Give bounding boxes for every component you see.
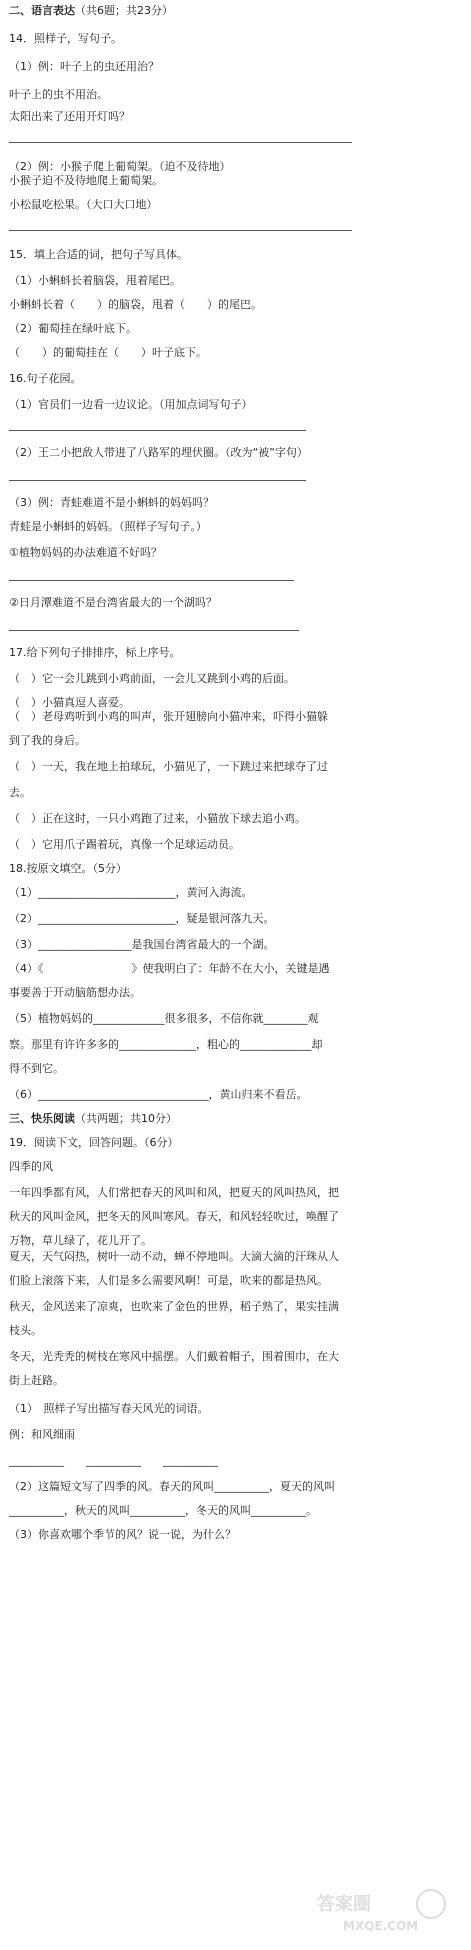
q18-fill1: （1）_________________________，黄河入海流。 — [9, 886, 253, 899]
watermark-logo — [313, 1886, 463, 1936]
q14-p1-answer: 叶子上的虫不用治。 — [9, 88, 108, 101]
q15-title: 15．填上合适的词，把句子写具体。 — [9, 248, 188, 261]
q14-p1-task: 太阳出来了还用开灯吗？ — [9, 110, 130, 123]
q19-para4-line1: 冬天，光秃秃的树枝在寒风中摇摆。人们戴着帽子，围着围巾，在大 — [9, 1350, 339, 1363]
q14-title: 14．照样子，写句子。 — [9, 32, 122, 45]
q15-p2-fill: （ ）的葡萄挂在（ ）叶子底下。 — [9, 346, 207, 359]
q16-p2: （2）王二小把敌人带进了八路军的埋伏圈。（改为“被”字句） — [9, 446, 308, 459]
q19-para2-line2: 们脸上滚落下来，人们是多么需要风啊！可是，吹来的都是热风。 — [9, 1274, 328, 1287]
q19-sub1-blanks: __________ __________ __________ — [9, 1454, 218, 1467]
q17-line4-cont: 去。 — [9, 786, 31, 799]
q14-p1-example: （1）例：叶子上的虫还用治？ — [9, 60, 159, 73]
q19-sub1-example: 例：和风细雨 — [9, 1428, 75, 1441]
q17-line4: （ ）一天，我在地上拍球玩，小猫见了，一下跳过来把球夺了过 — [9, 760, 328, 773]
q18-fill4: （4）《 》使我明白了：年龄不在大小，关键是遇 — [9, 962, 330, 975]
q16-p1: （1）官员们一边看一边议论。（用加点词写句子） — [9, 398, 253, 411]
q19-passage-title: 四季的风 — [9, 1160, 53, 1173]
q16-p3-a: ①植物妈妈的办法难道不好吗？ — [9, 546, 162, 559]
q16-title: 16.句子花园。 — [9, 372, 82, 385]
q18-fill2: （2）_________________________，疑是银河落九天。 — [9, 912, 275, 925]
q17-line5: （ ）正在这时，一只小鸡跑了过来，小猫放下球去追小鸡。 — [9, 812, 306, 825]
q14-p2-task: 小松鼠吃松果。（大口大口地） — [9, 198, 158, 211]
answer-line — [9, 142, 352, 143]
q14-p2-example: （2）例：小猴子爬上葡萄架。（迫不及待地） — [9, 160, 231, 173]
q17-line3-cont: 到了我的身后。 — [9, 734, 86, 747]
q19-para1-line2: 秋天的风叫金风，把冬天的风叫寒风。春天，和风轻轻吹过，唤醒了 — [9, 1210, 339, 1223]
q14-p2-answer: 小猴子迫不及待地爬上葡萄架。 — [9, 174, 163, 187]
q19-para1-line1: 一年四季都有风，人们常把春天的风叫和风，把夏天的风叫热风，把 — [9, 1186, 339, 1199]
answer-line — [9, 230, 352, 231]
q19-sub2: （2）这篇短文写了四季的风。春天的风叫__________，夏天的风叫 — [9, 1480, 335, 1493]
q19-sub1: （1） 照样子写出描写春天风光的词语。 — [9, 1402, 209, 1415]
watermark-ring-text: 答案圈 — [317, 1894, 371, 1915]
q18-fill5-cont2: 得不到它。 — [9, 1062, 64, 1075]
answer-line — [9, 430, 306, 431]
q16-p3-example: 青蛙是小蝌蚪的妈妈。（照样子写句子。） — [9, 520, 207, 533]
q15-p1-fill: 小蝌蚪长着（ ）的脑袋，甩着（ ）的尾巴。 — [9, 298, 262, 311]
q19-title: 19．阅读下文，回答问题。（6分） — [9, 1136, 179, 1149]
q16-p3-b: ②日月潭难道不是台湾省最大的一个湖吗？ — [9, 596, 217, 609]
section2-score: （共6题；共23分） — [75, 4, 173, 17]
q19-sub3: （3）你喜欢哪个季节的风？说一说，为什么？ — [9, 1528, 236, 1541]
watermark-url: MXQE.COM — [343, 1919, 419, 1933]
watermark-ring-icon — [417, 1890, 445, 1918]
q18-fill6: （6）_______________________________，黄山归来不看岳。 — [9, 1088, 308, 1101]
q19-para4-line2: 街上赶路。 — [9, 1374, 64, 1387]
section3-title: 三、快乐阅读 — [9, 1112, 75, 1125]
q17-title: 17.给下列句子排排序，标上序号。 — [9, 646, 181, 659]
answer-line — [9, 580, 294, 581]
q18-title: 18.按原文填空。（5分） — [9, 862, 127, 875]
q17-line6: （ ）它用爪子踢着玩，真像一个足球运动员。 — [9, 838, 240, 851]
q15-p2: （2）葡萄挂在绿叶底下。 — [9, 322, 137, 335]
q15-p1: （1）小蝌蚪长着脑袋，甩着尾巴。 — [9, 274, 181, 287]
q17-line2: （ ）小猫真逗人喜爱。 — [9, 696, 130, 709]
q18-fill5: （5）植物妈妈的_____________很多很多，不信你就________观 — [9, 1012, 319, 1025]
section3-score: （共两题；共10分） — [75, 1112, 177, 1125]
q19-para2-line1: 夏天，天气闷热，树叶一动不动，蝉不停地叫。大滴大滴的汗珠从人 — [9, 1250, 339, 1263]
q16-p3: （3）例：青蛙难道不是小蝌蚪的妈妈吗？ — [9, 496, 214, 509]
q19-sub2-cont: __________，秋天的风叫__________，冬天的风叫__________。 — [9, 1504, 317, 1517]
q17-line1: （ ）它一会儿跳到小鸡前面，一会儿又跳到小鸡的后面。 — [9, 672, 295, 685]
q19-para3-line1: 秋天，金风送来了凉爽，也吹来了金色的世界，稻子熟了，果实挂满 — [9, 1300, 339, 1313]
section2-header — [9, 4, 173, 18]
section3-header — [9, 1112, 177, 1126]
q18-fill4-cont: 事要善于开动脑筋想办法。 — [9, 986, 141, 999]
section2-title: 二、语言表达 — [9, 4, 75, 17]
q17-line3: （ ）老母鸡听到小鸡的叫声，张开翅膀向小猫冲来，吓得小猫躲 — [9, 710, 328, 723]
q19-para3-line2: 枝头。 — [9, 1324, 42, 1337]
q18-fill3: （3）_________________是我国台湾省最大的一个湖。 — [9, 938, 275, 951]
answer-line — [9, 480, 306, 481]
q19-para1-line3: 万物，草儿绿了，花儿开了。 — [9, 1234, 152, 1247]
answer-line — [9, 630, 299, 631]
q18-fill5-cont: 察。那里有许许多多的______________，粗心的_____________却 — [9, 1038, 323, 1051]
